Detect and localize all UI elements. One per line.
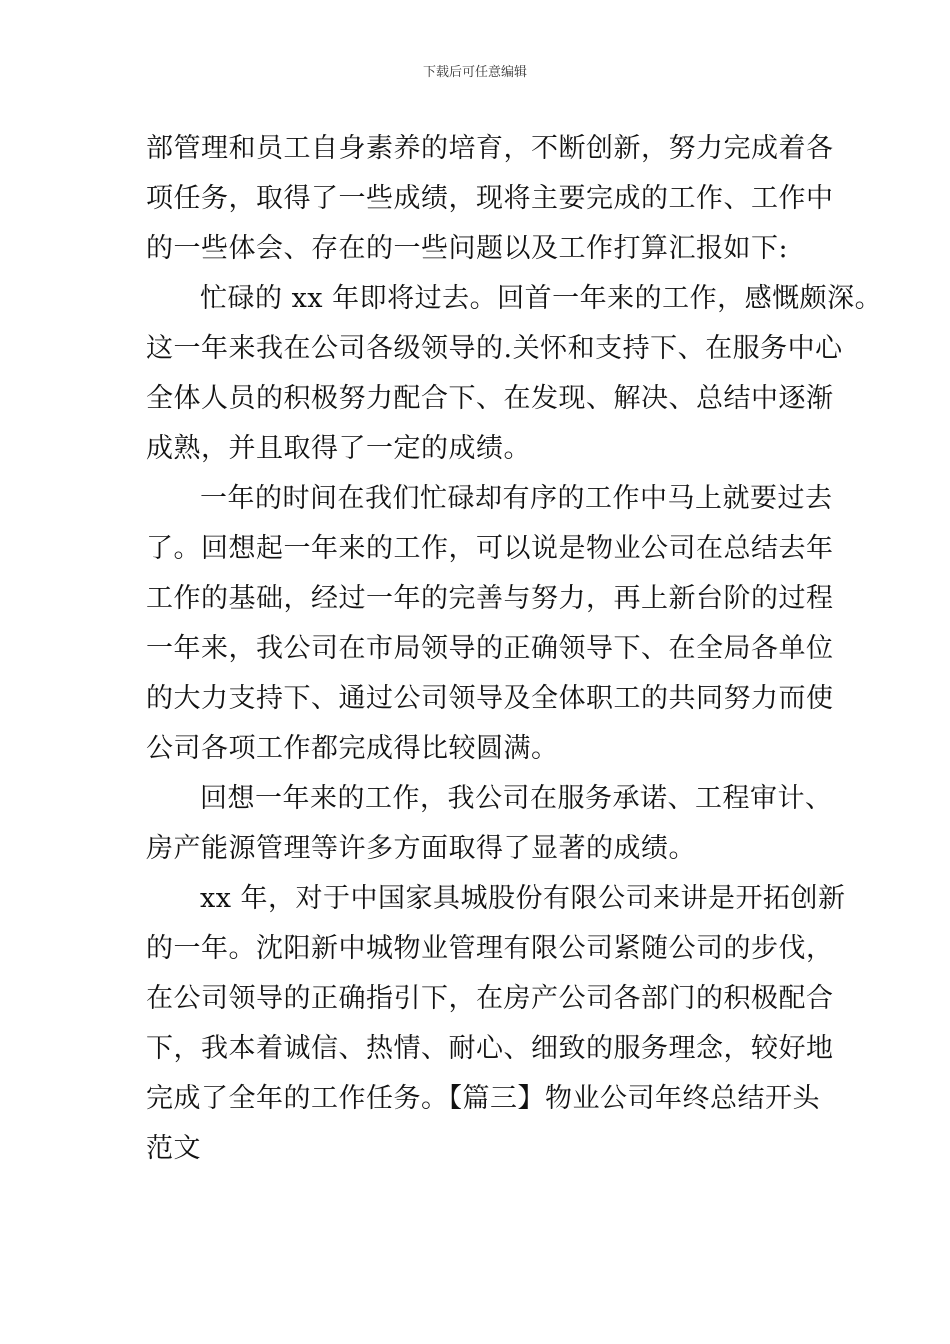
text-line: 的一些体会、存在的一些问题以及工作打算汇报如下: [146,233,789,264]
text-line: 全体人员的积极努力配合下、在发现、解决、总结中逐渐 [146,383,834,414]
text-line: 忙碌的 xx 年即将过去。回首一年来的工作，感慨颇深。 [200,283,883,314]
text-line: 项任务，取得了一些成绩，现将主要完成的工作、工作中 [146,183,834,214]
text-line: 在公司领导的正确指引下，在房产公司各部门的积极配合 [146,983,834,1014]
text-line: 房产能源管理等许多方面取得了显著的成绩。 [146,833,696,864]
text-line: 这一年来我在公司各级领导的.关怀和支持下、在服务中心 [146,333,843,364]
page-header: 下载后可任意编辑 [422,65,527,80]
text-line: 了。回想起一年来的工作，可以说是物业公司在总结去年 [146,533,834,564]
text-line: 的一年。沈阳新中城物业管理有限公司紧随公司的步伐， [146,933,834,964]
text-line: 的大力支持下、通过公司领导及全体职工的共同努力而使 [146,683,834,714]
text-line: 下，我本着诚信、热情、耐心、细致的服务理念，较好地 [146,1033,834,1064]
text-line: 范文 [146,1133,201,1164]
document-body [146,124,883,1174]
text-line: 一年来，我公司在市局领导的正确领导下、在全局各单位 [146,633,834,664]
text-line: 工作的基础，经过一年的完善与努力，再上新台阶的过程 [146,583,834,614]
text-line: 成熟，并且取得了一定的成绩。 [146,433,531,464]
text-line: xx 年，对于中国家具城股份有限公司来讲是开拓创新 [200,883,846,914]
text-line: 完成了全年的工作任务。【篇三】物业公司年终总结开头 [146,1083,820,1114]
text-line: 部管理和员工自身素养的培育，不断创新，努力完成着各 [146,133,834,164]
text-line: 回想一年来的工作，我公司在服务承诺、工程审计、 [200,783,833,814]
text-line: 一年的时间在我们忙碌却有序的工作中马上就要过去 [200,483,833,514]
text-line: 公司各项工作都完成得比较圆满。 [146,733,559,764]
